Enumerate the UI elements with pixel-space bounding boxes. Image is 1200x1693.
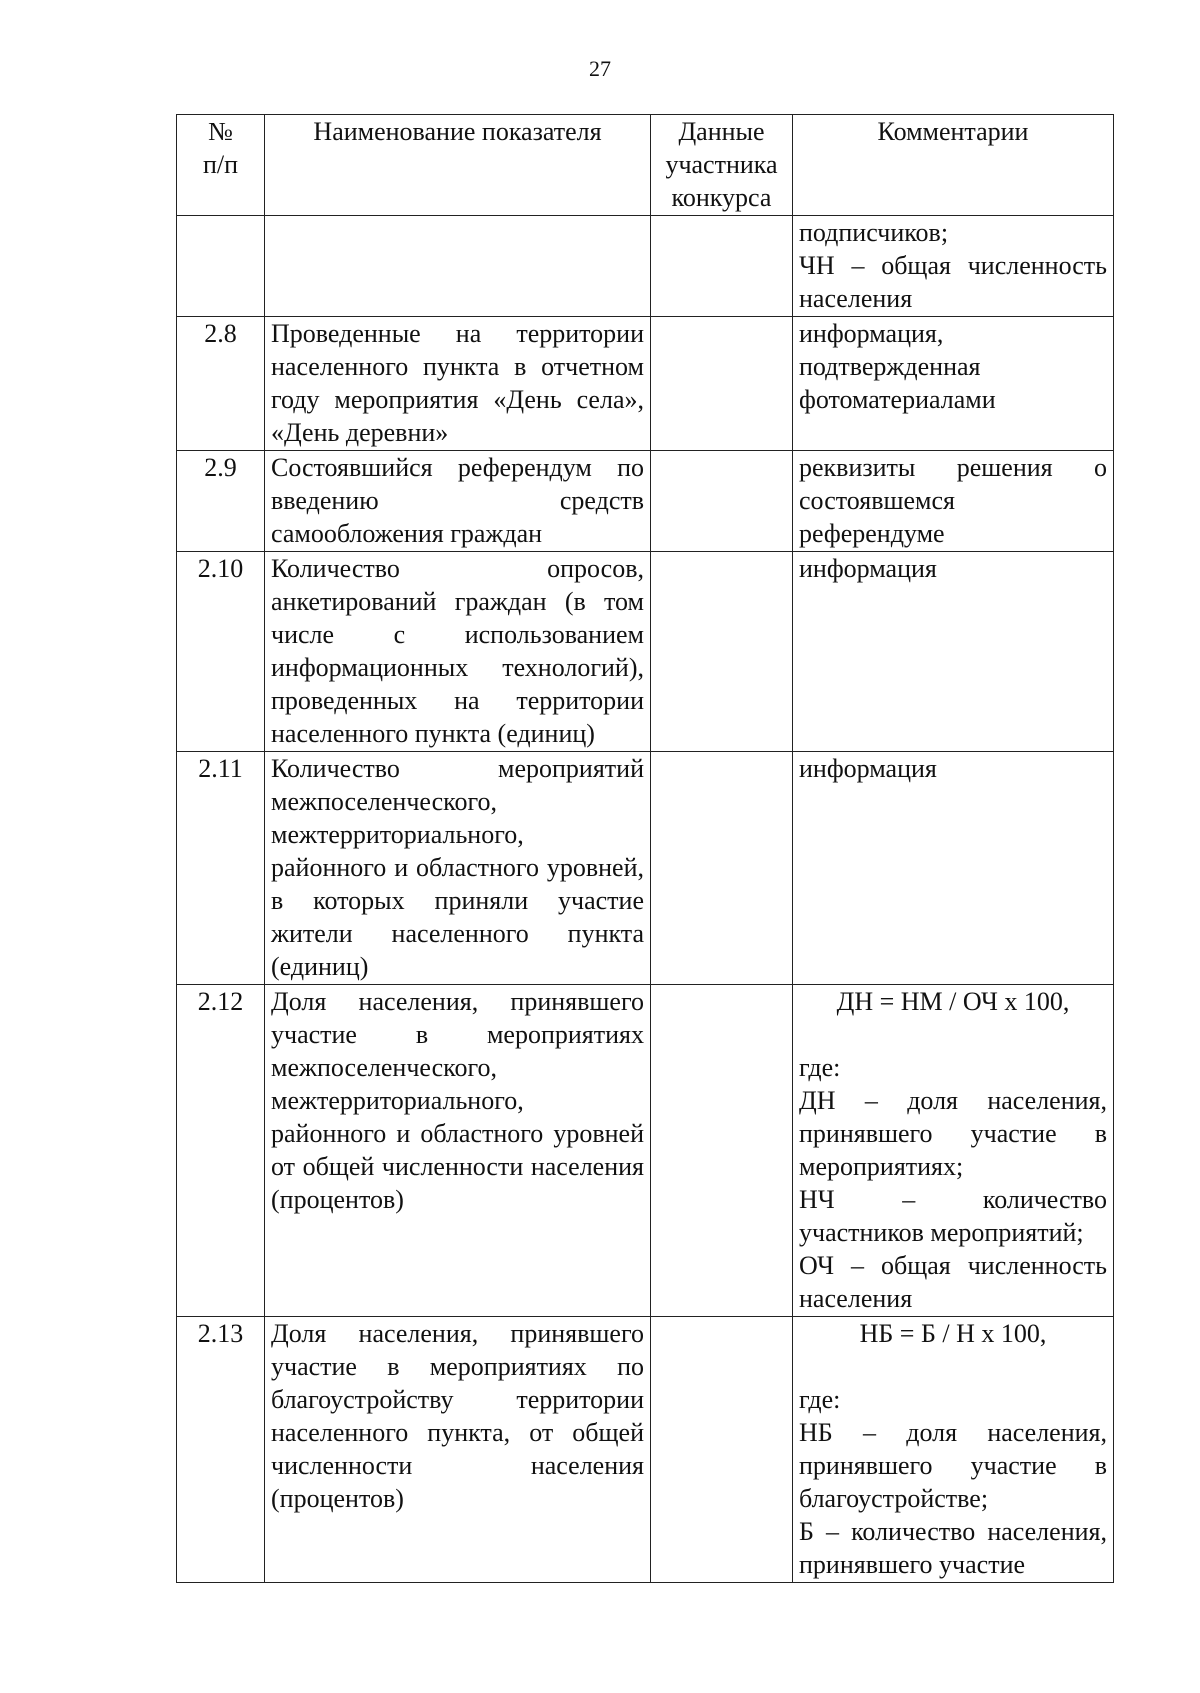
row-indicator-name: Количество опросов, анкетирований граждан (в том числе с использованием информационных технологий), проведенных на территории населенного пункта (единиц) bbox=[265, 552, 651, 752]
row-comment bbox=[793, 985, 1114, 1317]
table-row bbox=[177, 317, 1114, 451]
row-number: 2.10 bbox=[177, 552, 265, 752]
comment-line: НБ – доля населения, принявшего участие в благоустройстве; bbox=[799, 1418, 1107, 1513]
table-row bbox=[177, 451, 1114, 552]
row-comment bbox=[793, 317, 1114, 451]
row-number: 2.11 bbox=[177, 752, 265, 985]
formula: НБ = Б / Н х 100, bbox=[859, 1319, 1047, 1348]
indicators-table bbox=[176, 114, 1114, 1583]
header-number bbox=[177, 115, 265, 216]
comment-line: информация bbox=[799, 554, 937, 583]
row-participant-data bbox=[651, 752, 793, 985]
row-indicator-name: Доля населения, принявшего участие в мероприятиях по благоустройству территории населенного пункта, от общей численности населения (процентов) bbox=[265, 1317, 651, 1583]
comment-line: НЧ – количество участников мероприятий; bbox=[799, 1185, 1107, 1247]
blank-line bbox=[799, 1018, 1107, 1051]
row-indicator-name: Состоявшийся референдум по введению средств самообложения граждан bbox=[265, 451, 651, 552]
row-comment bbox=[793, 552, 1114, 752]
table-header-row bbox=[177, 115, 1114, 216]
row-number: 2.13 bbox=[177, 1317, 265, 1583]
row-participant-data bbox=[651, 451, 793, 552]
row-participant-data bbox=[651, 552, 793, 752]
row-comment bbox=[793, 1317, 1114, 1583]
header-participant-data bbox=[651, 115, 793, 216]
row-indicator-name: Проведенные на территории населенного пункта в отчетном году мероприятия «День села», «День деревни» bbox=[265, 317, 651, 451]
row-participant-data bbox=[651, 1317, 793, 1583]
row-indicator-name bbox=[265, 216, 651, 317]
row-participant-data bbox=[651, 985, 793, 1317]
header-data-line: участника bbox=[665, 150, 778, 179]
row-number: 2.8 bbox=[177, 317, 265, 451]
row-participant-data bbox=[651, 317, 793, 451]
comment-line: реквизиты решения о состоявшемся референдуме bbox=[799, 453, 1107, 548]
header-number-line: № bbox=[208, 117, 233, 146]
row-indicator-name: Доля населения, принявшего участие в мероприятиях межпоселенческого, межтерриториального, районного и областного уровней от общей численности населения (процентов) bbox=[265, 985, 651, 1317]
comment-line: Б – количество населения, принявшего участие bbox=[799, 1517, 1107, 1579]
row-number: 2.9 bbox=[177, 451, 265, 552]
table-row bbox=[177, 985, 1114, 1317]
header-number-line: п/п bbox=[202, 150, 239, 179]
table-row bbox=[177, 216, 1114, 317]
row-comment bbox=[793, 216, 1114, 317]
comment-line: ОЧ – общая численность населения bbox=[799, 1251, 1107, 1313]
row-comment bbox=[793, 752, 1114, 985]
comment-line: подписчиков; bbox=[799, 218, 949, 247]
row-number: 2.12 bbox=[177, 985, 265, 1317]
comment-line: где: bbox=[799, 1385, 841, 1414]
comment-line: ЧН – общая численность населения bbox=[799, 251, 1107, 313]
table-row bbox=[177, 1317, 1114, 1583]
row-number bbox=[177, 216, 265, 317]
comment-line: информация, подтвержденная фотоматериалами bbox=[799, 319, 996, 414]
header-comments: Комментарии bbox=[793, 115, 1114, 216]
formula: ДН = НМ / ОЧ х 100, bbox=[836, 987, 1070, 1016]
blank-line bbox=[799, 1350, 1107, 1383]
header-indicator-name: Наименование показателя bbox=[265, 115, 651, 216]
row-comment bbox=[793, 451, 1114, 552]
page-number: 27 bbox=[589, 56, 611, 81]
row-indicator-name: Количество мероприятий межпоселенческого, межтерриториального, районного и областного уровней, в которых приняли участие жители населенного пункта (единиц) bbox=[265, 752, 651, 985]
table-row bbox=[177, 552, 1114, 752]
row-participant-data bbox=[651, 216, 793, 317]
comment-line: информация bbox=[799, 754, 937, 783]
table-row bbox=[177, 752, 1114, 985]
header-data-line: конкурса bbox=[671, 183, 772, 212]
header-data-line: Данные bbox=[678, 117, 765, 146]
comment-line: где: bbox=[799, 1053, 841, 1082]
comment-line: ДН – доля населения, принявшего участие в мероприятиях; bbox=[799, 1086, 1107, 1181]
